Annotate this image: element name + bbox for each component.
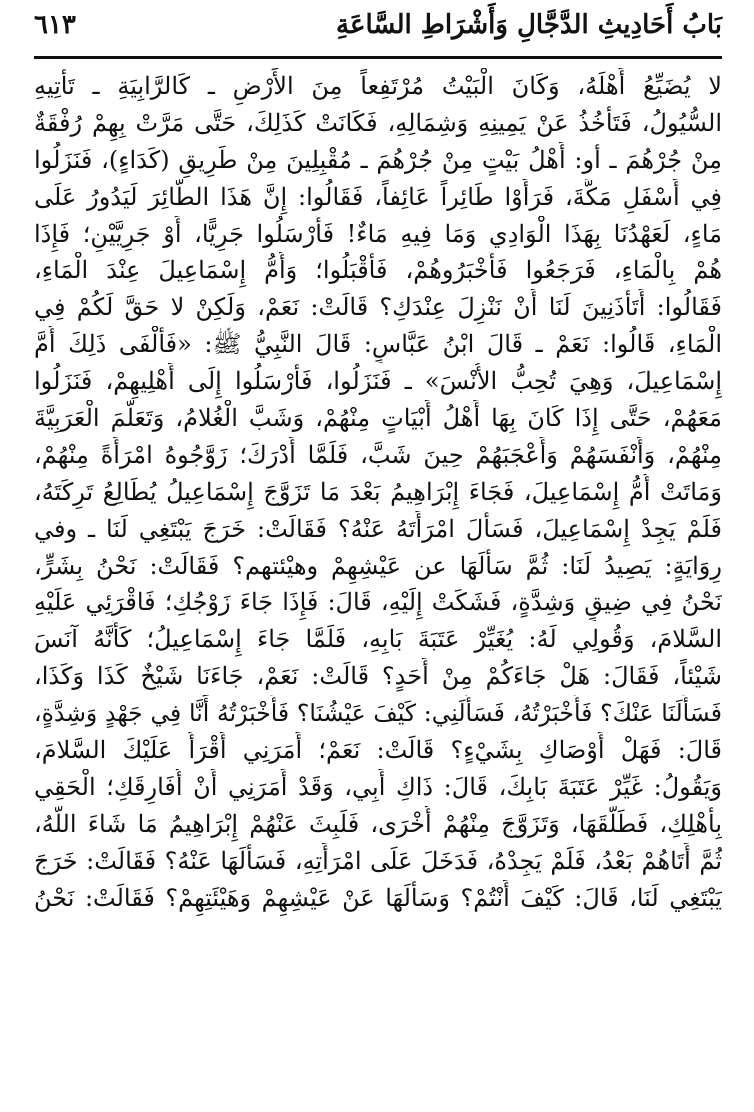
running-header [34, 6, 722, 54]
text-line: يَبْتَغِي لَنَا، قَالَ: كَيْفَ أَنْتُمْ؟ وَسَأَلَهَا عَنْ عَيْشِهِمْ وَهَيْئَتِهِمْ؟ فَقَالَتْ: نَحْنُ [34, 883, 722, 912]
text-line: السَّلامَ، وَقُولِي لَهُ: يُغَيِّرْ عَتَبَةَ بَابِهِ، فَلَمَّا جَاءَ إِسْمَاعِيلُ؛ كَأَنَّهُ آنَسَ [34, 625, 722, 654]
text-line: السُّيُولُ، فَتَأْخُذُ عَنْ يَمِينِهِ وَشِمَالِهِ، فَكَانَتْ كَذَلِكَ، حَتَّى مَرَّتْ بِهِمْ رُفْقَةٌ [34, 108, 722, 137]
text-line: لا يُضَيِّعُ أَهْلَهُ، وَكَانَ الْبَيْتُ مُرْتَفِعاً مِنَ الأَرْضِ ـ كَالرَّابِيَةِ ـ تَأْتِيهِ [34, 72, 722, 100]
text-line: فَقَالُوا: أَتَأْذَنِينَ لَنَا أَنْ نَنْزِلَ عِنْدَكِ؟ قَالَتْ: نَعَمْ، وَلَكِنْ لا حَقَّ لَكُمْ فِي [34, 293, 722, 322]
text-line: شَيْئاً، فَقَالَ: هَلْ جَاءَكُمْ مِنْ أَحَدٍ؟ قَالَتْ: نَعَمْ، جَاءَنَا شَيْخٌ كَذَا وَكَذَا، [34, 662, 722, 691]
chapter-title: بَابُ أَحَادِيثِ الدَّجَّالِ وَأَشْرَاطِ السَّاعَةِ [336, 10, 722, 40]
text-line: فَلَمْ يَجِدْ إِسْمَاعِيلَ، فَسَأَلَ امْرَأَتَهُ عَنْهُ؟ فَقَالَتْ: خَرَجَ يَبْتَغِي لَنَا ـ وفي [34, 514, 722, 543]
text-line: مِنْ جُرْهُمَ ـ أو: أَهْلُ بَيْتٍ مِنْ جُرْهُمَ ـ مُقْبِلِينَ مِنْ طَرِيقِ (كَدَاءٍ)، فَنَزَلُوا [34, 145, 722, 174]
text-line: ثُمَّ أَتَاهُمْ بَعْدُ، فَلَمْ يَجِدْهُ، فَدَخَلَ عَلَى امْرَأَتِهِ، فَسَأَلَهَا عَنْهُ؟ فَقَالَتْ: خَرَجَ [34, 846, 722, 875]
text-line: مِنْهُمْ، وَأَنْفَسَهُمْ وَأَعْجَبَهُمْ حِينَ شَبَّ، فَلَمَّا أَدْرَكَ؛ زَوَّجُوهُ امْرَأَةً مِنْهُمْ، [34, 440, 722, 469]
text-line: بِأَهْلِكِ، فَطَلَّقَهَا، وَتَزَوَّجَ مِنْهُمْ أُخْرَى، فَلَبِثَ عَنْهُمْ إِبْرَاهِيمُ مَا شَاءَ اللَّهُ، [34, 809, 722, 838]
text-line: إِسْمَاعِيلَ، وَهِيَ تُحِبُّ الأُنْسَ» ـ فَنَزَلُوا، فَأَرْسَلُوا إِلَى أَهْلِيهِمْ، فَنَزَلُوا [34, 367, 722, 396]
text-line: رِوَايَةٍ: يَصِيدُ لَنَا: ثُمَّ سَأَلَهَا عن عَيْشِهِمْ وهيْئتهم؟ فَقَالَتْ: نَحْنُ بِشَرٍّ، [34, 551, 722, 580]
text-line: وَيَقُولُ: غَيِّرْ عَتَبَةَ بَابِكَ، قَالَ: ذَاكِ أَبِي، وَقَدْ أَمَرَنِي أَنْ أُفَارِقَكِ؛ الْحَقِي [34, 772, 722, 801]
text-line: نَحْنُ فِي ضِيقٍ وَشِدَّةٍ، فَشَكَتْ إِلَيْهِ، قَالَ: فَإِذَا جَاءَ زَوْجُكِ؛ فَاقْرَئِي عَلَيْهِ [34, 588, 722, 617]
text-line: قَالَ: فَهَلْ أَوْصَاكِ بِشَيْءٍ؟ قَالَتْ: نَعَمْ؛ أَمَرَنِي أَقْرَأُ عَلَيْكَ السَّلامَ، [34, 736, 722, 765]
text-line: وَمَاتَتْ أُمُّ إِسْمَاعِيلَ، فَجَاءَ إِبْرَاهِيمُ بَعْدَ مَا تَزَوَّجَ إِسْمَاعِيلُ يُطَالِعُ تَرِكَتَهُ، [34, 477, 722, 506]
text-line: فِي أَسْفَلِ مَكَّةَ، فَرَأَوْا طَائِراً عَائِفاً، فَقَالُوا: إِنَّ هَذَا الطَّائِرَ لَيَدُورُ عَلَى [34, 182, 722, 211]
text-line: الْمَاءِ، قَالُوا: نَعَمْ ـ قَالَ ابْنُ عَبَّاسٍ: قَالَ النَّبِيُّ ﷺ: «فَأَلْفَى ذَلِكَ أُمَّ [34, 330, 722, 359]
text-line: هُمْ بِالْمَاءِ، فَرَجَعُوا فَأَخْبَرُوهُمْ، فَأَقْبَلُوا؛ وَأُمُّ إِسْمَاعِيلَ عِنْدَ الْمَاءِ، [34, 256, 722, 285]
text-line: مَعَهُمْ، حَتَّى إِذَا كَانَ بِهَا أَهْلُ أَبْيَاتٍ مِنْهُمْ، وَشَبَّ الْغُلامُ، وَتَعَلَّمَ الْعَرَبِيَّةَ [34, 404, 722, 433]
header-divider [34, 56, 722, 59]
text-line: فَسَأَلَنَا عَنْكَ؟ فَأَخْبَرْتُهُ، فَسَأَلَنِي: كَيْفَ عَيْشُنَا؟ فَأَخْبَرْتُهُ أَنَّا فِي جَهْدٍ وَشِدَّةٍ، [34, 699, 722, 728]
text-line: مَاءٍ، لَعَهْدُنَا بِهَذَا الْوَادِي وَمَا فِيهِ مَاءٌ! فَأَرْسَلُوا جَرِيًّا، أَوْ جَرِيَّيْنِ؛ فَإِذَا [34, 219, 722, 248]
page-number: ٦١٣ [34, 10, 76, 40]
body-text [34, 68, 722, 916]
